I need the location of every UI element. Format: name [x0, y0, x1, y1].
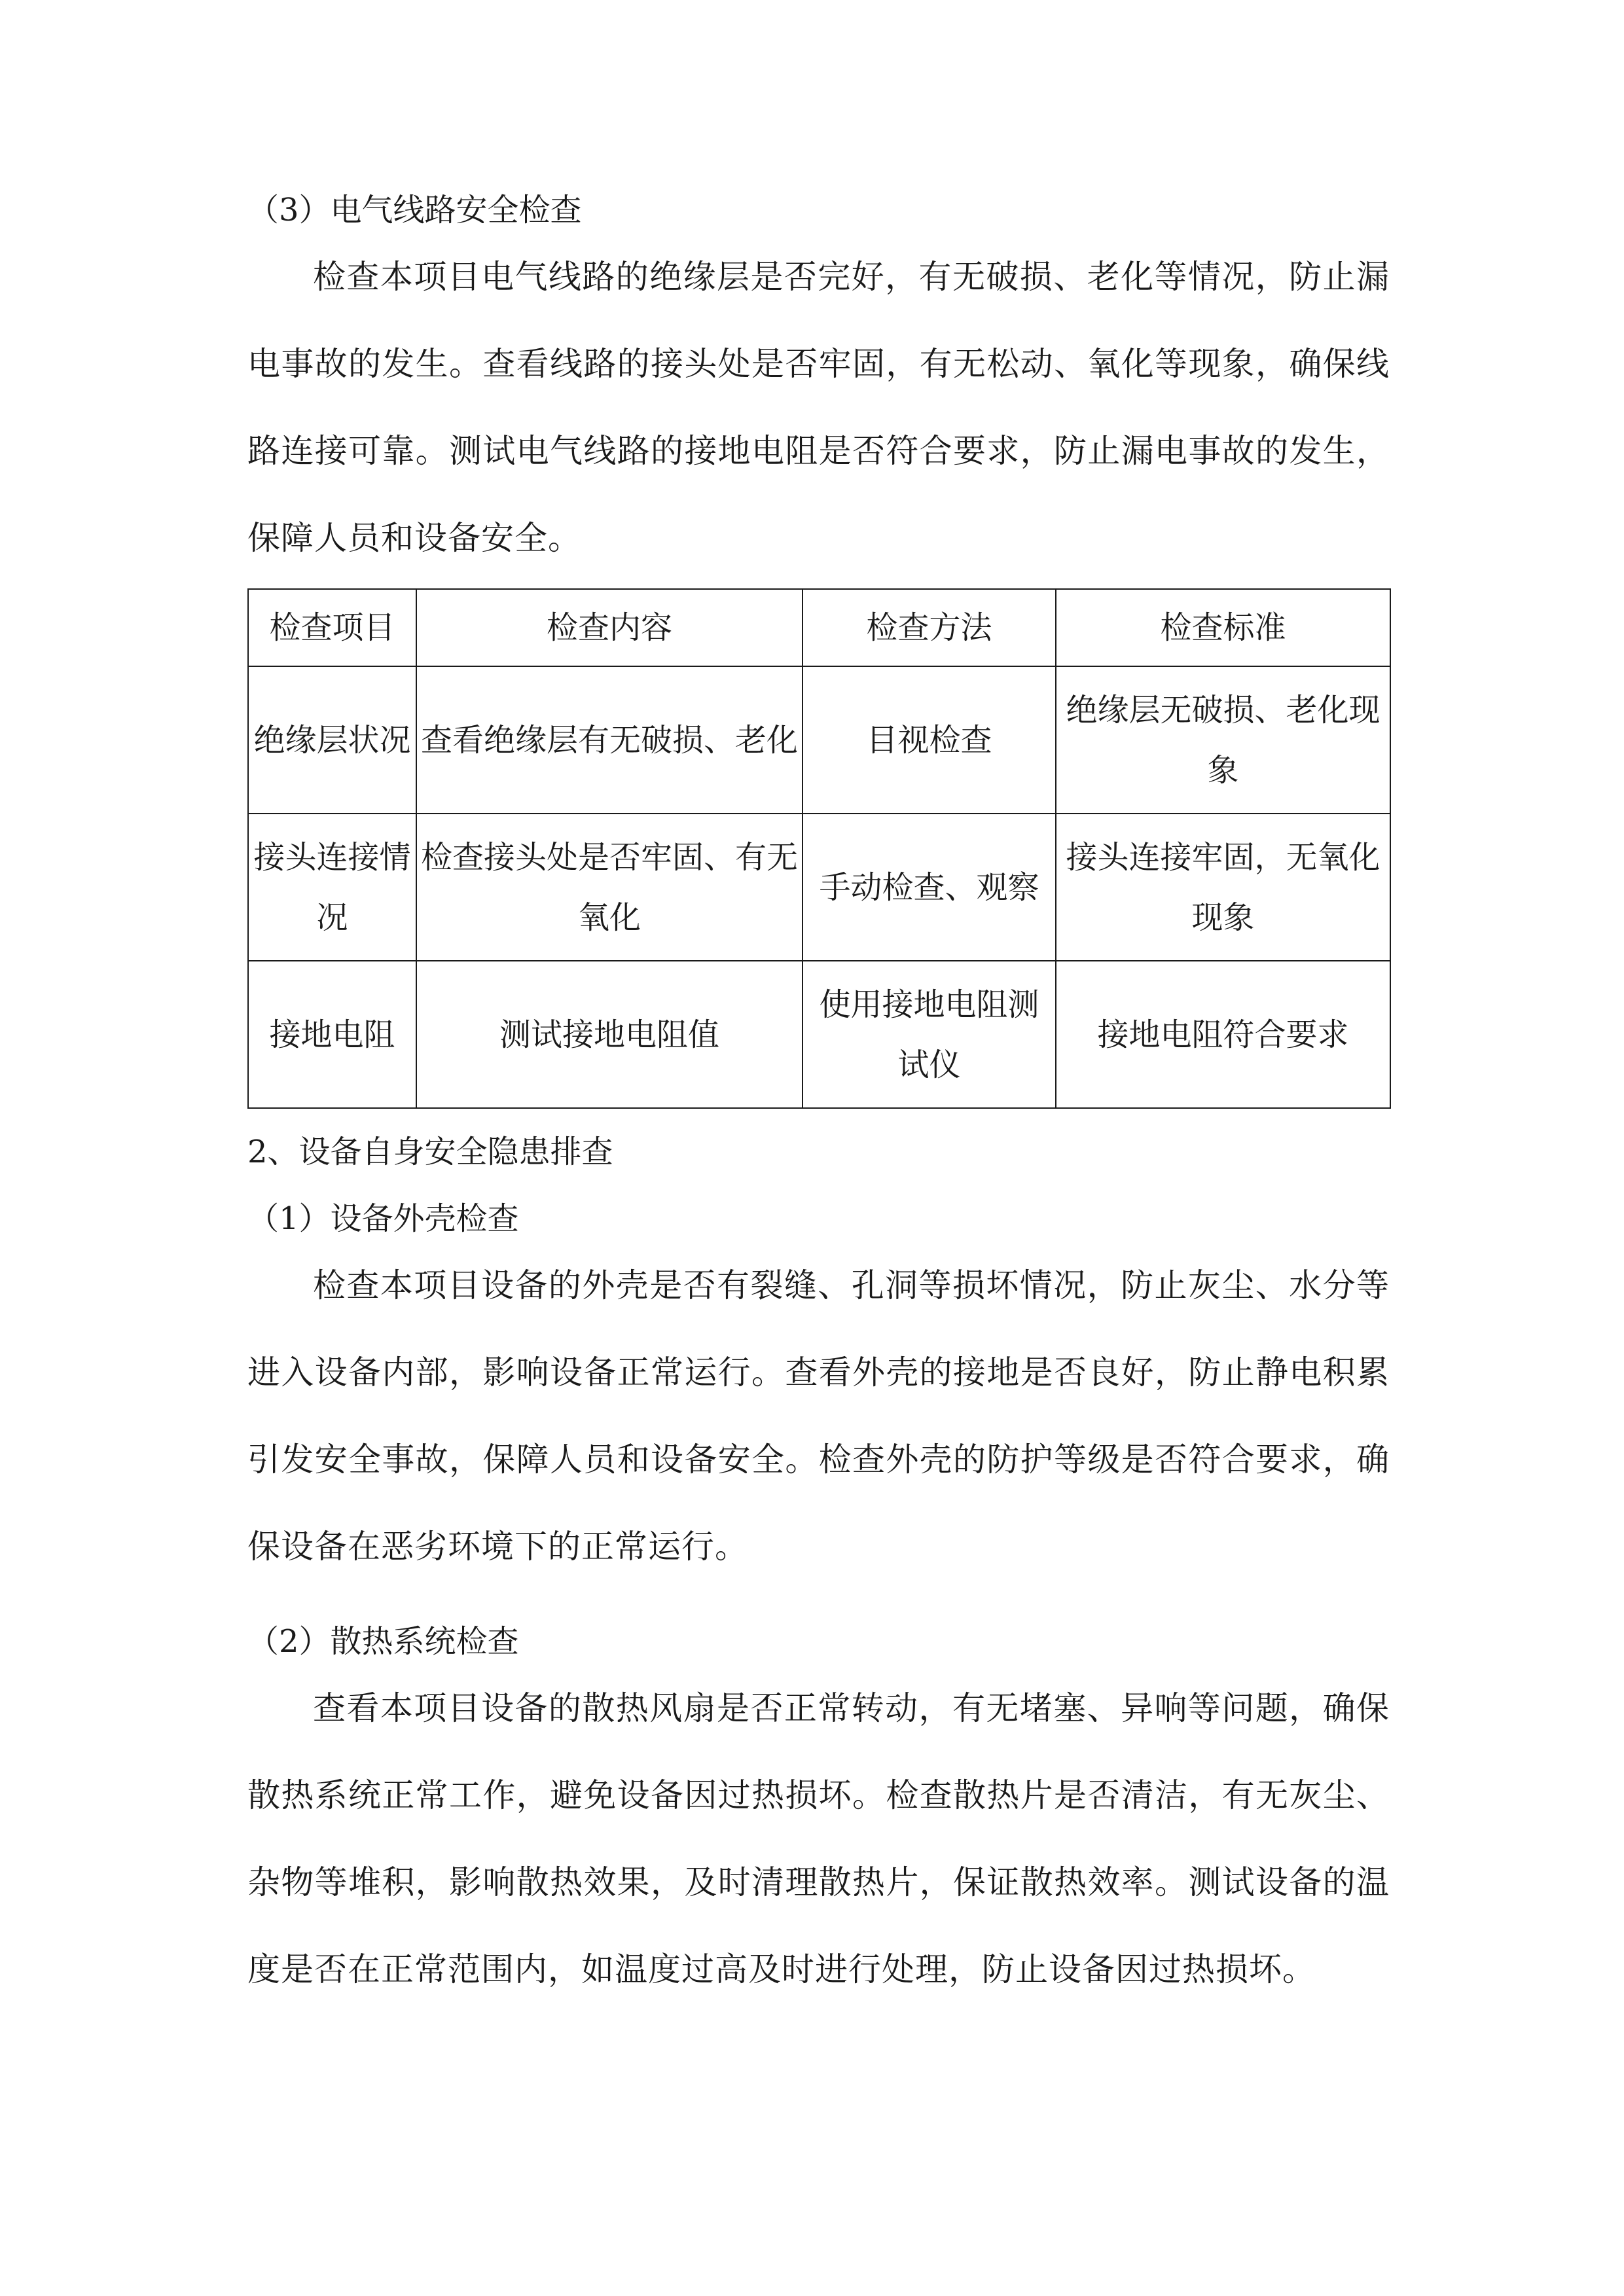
table-cell: 接头连接情况 — [248, 814, 416, 961]
document-body — [247, 187, 1390, 2013]
table-header-cell: 检查项目 — [248, 589, 416, 666]
subsection-2-paragraph: 查看本项目设备的散热风扇是否正常转动，有无堵塞、异响等问题，确保散热系统正常工作，避免设备因过热损坏。检查散热片是否清洁，有无灰尘、杂物等堆积，影响散热效果，及时清理散热片，保证散热效率。测试设备的温度是否在正常范围内，如温度过高及时进行处理，防止设备因过热损坏。 — [247, 1689, 1390, 1988]
table-cell: 测试接地电阻值 — [416, 961, 803, 1108]
subsection-2-heading: （2）散热系统检查 — [247, 1623, 519, 1660]
subsection-1-paragraph: 检查本项目设备的外壳是否有裂缝、孔洞等损坏情况，防止灰尘、水分等进入设备内部，影响设备正常运行。查看外壳的接地是否良好，防止静电积累引发安全事故，保障人员和设备安全。检查外壳的防护等级是否符合要求，确保设备在恶劣环境下的正常运行。 — [247, 1266, 1390, 1566]
table-cell: 查看绝缘层有无破损、老化 — [416, 666, 803, 814]
table-row — [248, 961, 1390, 1108]
section-3-heading: （3）电气线路安全检查 — [247, 192, 582, 228]
subsection-1-heading: （1）设备外壳检查 — [247, 1200, 519, 1237]
table-cell: 接地电阻符合要求 — [1056, 961, 1390, 1108]
table-cell: 目视检查 — [803, 666, 1056, 814]
inspection-table — [247, 588, 1391, 1109]
table-cell: 接地电阻 — [248, 961, 416, 1108]
table-cell: 使用接地电阻测试仪 — [803, 961, 1056, 1108]
table-header-cell: 检查内容 — [416, 589, 803, 666]
table-header-cell: 检查标准 — [1056, 589, 1390, 666]
table-row — [248, 814, 1390, 961]
section-2-heading: 2、设备自身安全隐患排查 — [247, 1134, 613, 1170]
table-cell: 手动检查、观察 — [803, 814, 1056, 961]
table-row — [248, 666, 1390, 814]
table-cell: 接头连接牢固，无氧化现象 — [1056, 814, 1390, 961]
table-cell: 检查接头处是否牢固、有无氧化 — [416, 814, 803, 961]
table-header-row — [248, 589, 1390, 666]
table-cell: 绝缘层无破损、老化现象 — [1056, 666, 1390, 814]
table-cell: 绝缘层状况 — [248, 666, 416, 814]
section-3-paragraph: 检查本项目电气线路的绝缘层是否完好，有无破损、老化等情况，防止漏电事故的发生。查看线路的接头处是否牢固，有无松动、氧化等现象，确保线路连接可靠。测试电气线路的接地电阻是否符合要求，防止漏电事故的发生，保障人员和设备安全。 — [247, 258, 1390, 557]
table-header-cell: 检查方法 — [803, 589, 1056, 666]
